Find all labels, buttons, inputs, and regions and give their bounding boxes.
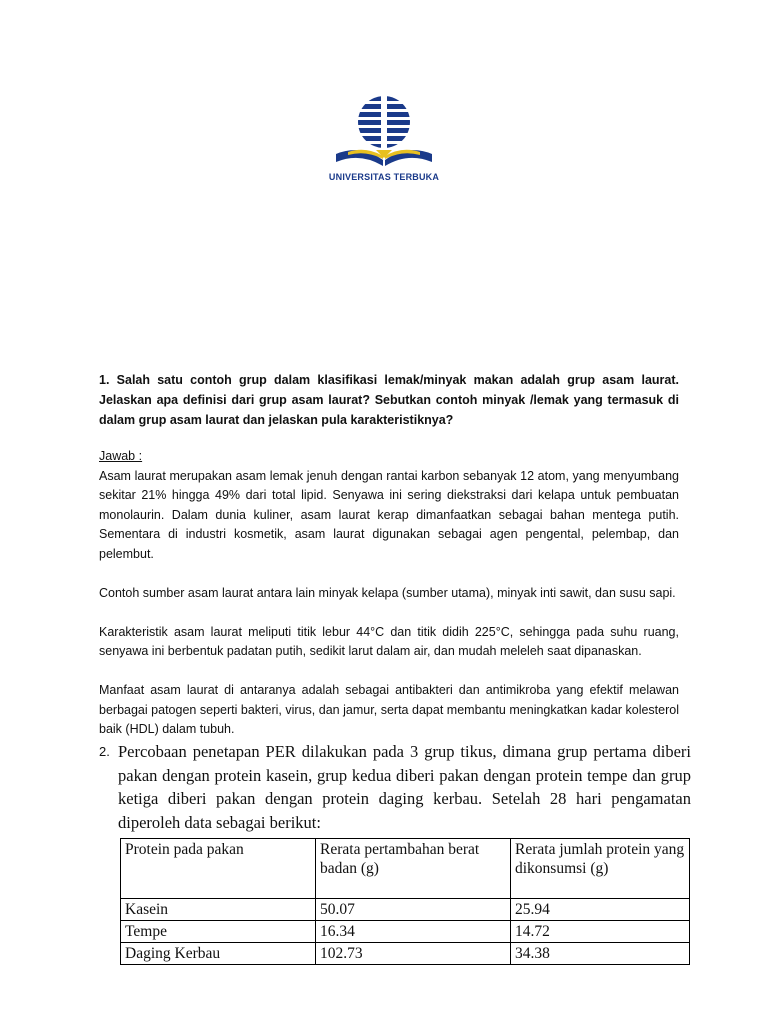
- answer-paragraph-benefits: Manfaat asam laurat di antaranya adalah sebagai antibakteri dan antimikroba yang efektif melawan berbagai patogen seperti bakteri, virus, dan jamur, serta dapat membantu meningkatkan kadar kolesterol baik (HDL) dalam tubuh.: [99, 683, 679, 736]
- table-row: [121, 943, 690, 965]
- table-cell: 102.73: [316, 943, 511, 965]
- answer-paragraph-characteristics: Karakteristik asam laurat meliputi titik lebur 44°C dan titik didih 225°C, sehingga pada suhu ruang, senyawa ini berbentuk padatan putih, sedikit larut dalam air, dan mudah meleleh saat dipanaskan.: [99, 624, 679, 658]
- table-cell: Tempe: [121, 921, 316, 943]
- table-header-protein: Protein pada pakan: [121, 839, 316, 899]
- question-1: 1. Salah satu contoh grup dalam klasifikasi lemak/minyak makan adalah grup asam laurat. Jelaskan apa definisi dari grup asam laurat? Sebutkan contoh minyak /lemak yang termasuk di dalam grup asam laurat dan jelaskan pula karakteristiknya?: [99, 373, 679, 427]
- table-header-row: [121, 839, 690, 899]
- table-cell: 34.38: [511, 943, 690, 965]
- answer-paragraph-examples: Contoh sumber asam laurat antara lain minyak kelapa (sumber utama), minyak inti sawit, dan susu sapi.: [99, 585, 676, 600]
- answer-paragraph-definition: Asam laurat merupakan asam lemak jenuh dengan rantai karbon sebanyak 12 atom, yang menyumbang sekitar 21% hingga 49% dari total lipid. Senyawa ini sering diekstraksi dari kelapa untuk pembuatan monolaurin. Dalam dunia kuliner, asam laurat kerap dimanfaatkan sebagai bahan mentega putih. Sementara di industri kosmetik, asam laurat digunakan sebagai agen pengental, pelembap, dan pelembut.: [99, 468, 679, 561]
- per-data-table: [120, 838, 690, 965]
- table-cell: 25.94: [511, 899, 690, 921]
- table-row: [121, 921, 690, 943]
- table-cell: 50.07: [316, 899, 511, 921]
- answer-label: Jawab :: [99, 449, 143, 463]
- table-header-weight-gain: Rerata pertambahan berat badan (g): [316, 839, 511, 899]
- question-2: [99, 740, 691, 834]
- question-2-number: 2.: [99, 744, 110, 759]
- question-2-text: Percobaan penetapan PER dilakukan pada 3 grup tikus, dimana grup pertama diberi pakan dengan protein kasein, grup kedua diberi pakan dengan protein tempe dan grup ketiga diberi pakan dengan protein daging kerbau. Setelah 28 hari pengamatan diperoleh data sebagai berikut:: [118, 742, 691, 832]
- table-cell: 14.72: [511, 921, 690, 943]
- table-row: [121, 899, 690, 921]
- table-cell: Kasein: [121, 899, 316, 921]
- logo-caption: UNIVERSITAS TERBUKA: [328, 172, 440, 182]
- table-cell: Daging Kerbau: [121, 943, 316, 965]
- table-cell: 16.34: [316, 921, 511, 943]
- table-header-protein-consumed: Rerata jumlah protein yang dikonsumsi (g): [511, 839, 690, 899]
- answer-section: [99, 447, 679, 759]
